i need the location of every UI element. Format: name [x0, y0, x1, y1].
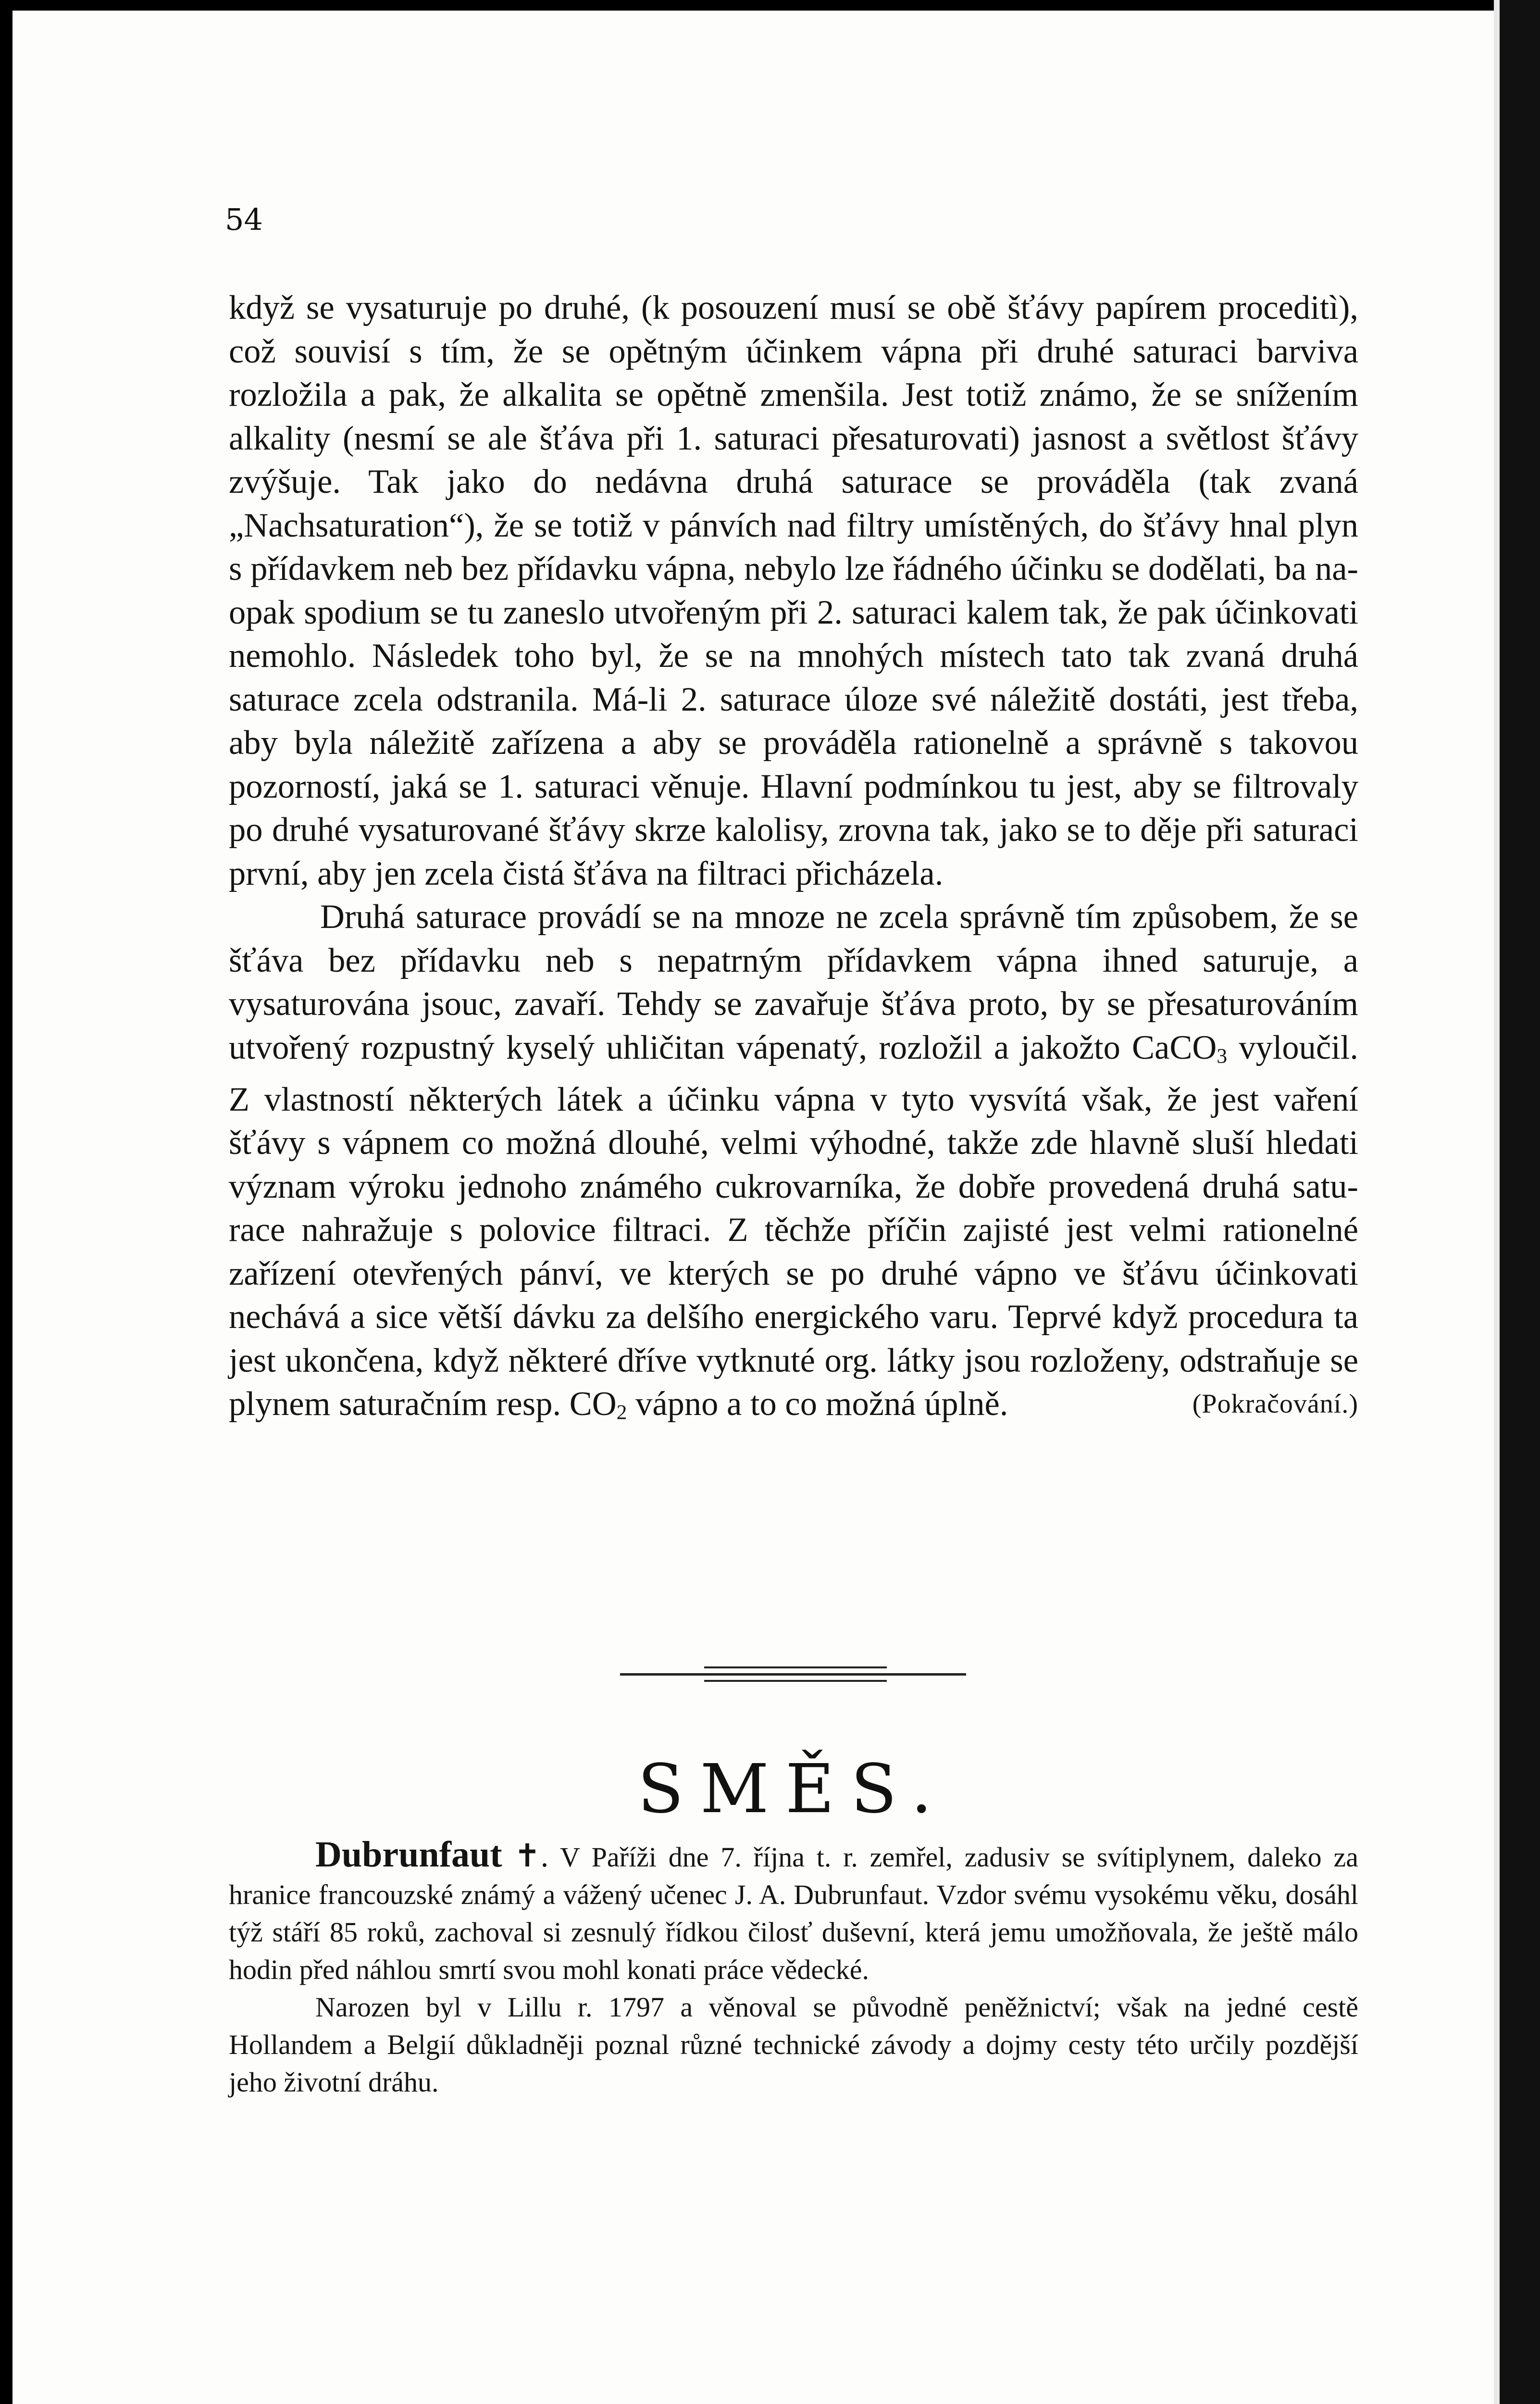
obituary-paragraph-2: Narozen byl v Lillu r. 1797 a věnoval se původně peněžnictví; však na jedné cestě Hollandem a Belgií důkladněji poznal různé technické závody a dojmy cesty této určily pozdější jeho životní dráhu. [229, 1991, 1358, 2098]
scan-border-top [0, 0, 1540, 11]
divider-line-short-bottom [704, 1680, 887, 1682]
obituary-name: Dubrunfaut [315, 1834, 502, 1875]
article-body [229, 286, 1358, 1434]
formula-co2-subscript: 2 [616, 1401, 627, 1424]
paragraph-2-text-a: Druhá saturace provádí se na mnoze ne zcela správně tím způsobem, že se šťáva bez přídavku neb s nepatrným přídavkem vápna ihned saturuje, a vysaturována jsouc, zavaří. Tehdy se zavařuje šťáva proto, by se přesaturováním utvořený rozpustný kyselý uhličitan vápenatý, rozložil a jakožto [229, 898, 1358, 1066]
divider-line-long [620, 1673, 966, 1676]
paragraph-2-text-c: vápno a to co možná úplně. [635, 1385, 1008, 1423]
scan-border-right [1500, 0, 1540, 2404]
obituary-paragraph-1 [229, 1836, 1358, 1989]
formula-co2-base: CO [569, 1385, 617, 1423]
formula-caco3-base: CaCO [1132, 1028, 1217, 1066]
paragraph-2-text-b: vyloučil. Z vlastností některých látek a účinku vápna v tyto vysvítá však, že jest vaření šťávy s vápnem co možná dlouhé, velmi výhodné, takže zde hlavně sluší hledati význam výroku jednoho známého cukrovarníka, že dobře provedená druhá saturace nahražuje s polovice filtraci. Z těchže příčin zajisté jest velmi rationelné zařízení otevřených pánví, ve kterých se po druhé vápno ve šťávu účinkovati nechává a sice větší dávku za delšího energického varu. Teprvé když procedura ta jest ukončena, když některé dříve vytknuté org. látky jsou rozloženy, odstraňuje se plynem saturačním resp. [229, 1028, 1359, 1423]
formula-co2 [570, 1385, 627, 1423]
obituary-body [229, 1836, 1358, 2101]
obituary-paragraph-1-text: V Paříži dne 7. října t. r. zemřel, zadusiv se svítiplynem, daleko za hranice francouzské známý a vážený učenec J. A. Dubrunfaut. Vzdor svému vysokému věku, dosáhl týž stáří 85 roků, zachoval si zesnulý řídkou čilosť duševní, která jemu umožňovala, že ještě málo hodin před náhlou smrtí svou mohl konati práce vědecké. [229, 1841, 1358, 1985]
dagger-icon: ✝. [514, 1839, 549, 1874]
formula-caco3-subscript: 3 [1217, 1044, 1228, 1068]
article-paragraph-2 [229, 895, 1358, 1434]
continued-note: (Pokračování.) [1192, 1389, 1358, 1419]
formula-caco3 [1132, 1029, 1227, 1066]
divider-line-short-top [704, 1666, 887, 1668]
scan-gutter [1494, 0, 1500, 2404]
article-paragraph-1: když se vysaturuje po druhé, (k posouzení musí se obě šťávy papírem proceditì), což souvisí s tím, že se opětným účinkem vápna při druhé saturaci barviva rozložila a pak, že alkalita se opětně zmenšila. Jest totiž známo, že se snížením alkality (nesmí se ale šťáva při 1. saturaci přesaturovati) jasnost a světlost šťávy zvýšuje. Tak jako do nedávna druhá saturace se prováděla (tak zvaná „Nachsaturation“), že se totiž v pánvích nad filtry umístěných, do šťávy hnal plyn s přídavkem neb bez přídavku vápna, nebylo lze řádného účinku se dodělati, ba naopak spodium se tu zaneslo utvořeným při 2. saturaci kalem tak, že pak účinkovati nemohlo. Následek toho byl, že se na mnohých místech tato tak zvaná druhá saturace zcela odstranila. Má-li 2. saturace úloze své náležitě dostáti, jest třeba, aby byla náležitě zařízena a aby se prováděla rationelně a správně s takovou pozorností, jaká se 1. saturaci věnuje. Hlavní podmínkou tu jest, aby se filtrovaly po druhé vysaturované šťávy skrze kalolisy, zrovna tak, jako se to děje při saturaci první, aby jen zcela čistá šťáva na filtraci přicházela. [229, 289, 1358, 892]
scan-border-left [0, 0, 12, 2404]
page-number: 54 [225, 202, 263, 237]
section-title: SMĚS. [637, 1750, 949, 1828]
